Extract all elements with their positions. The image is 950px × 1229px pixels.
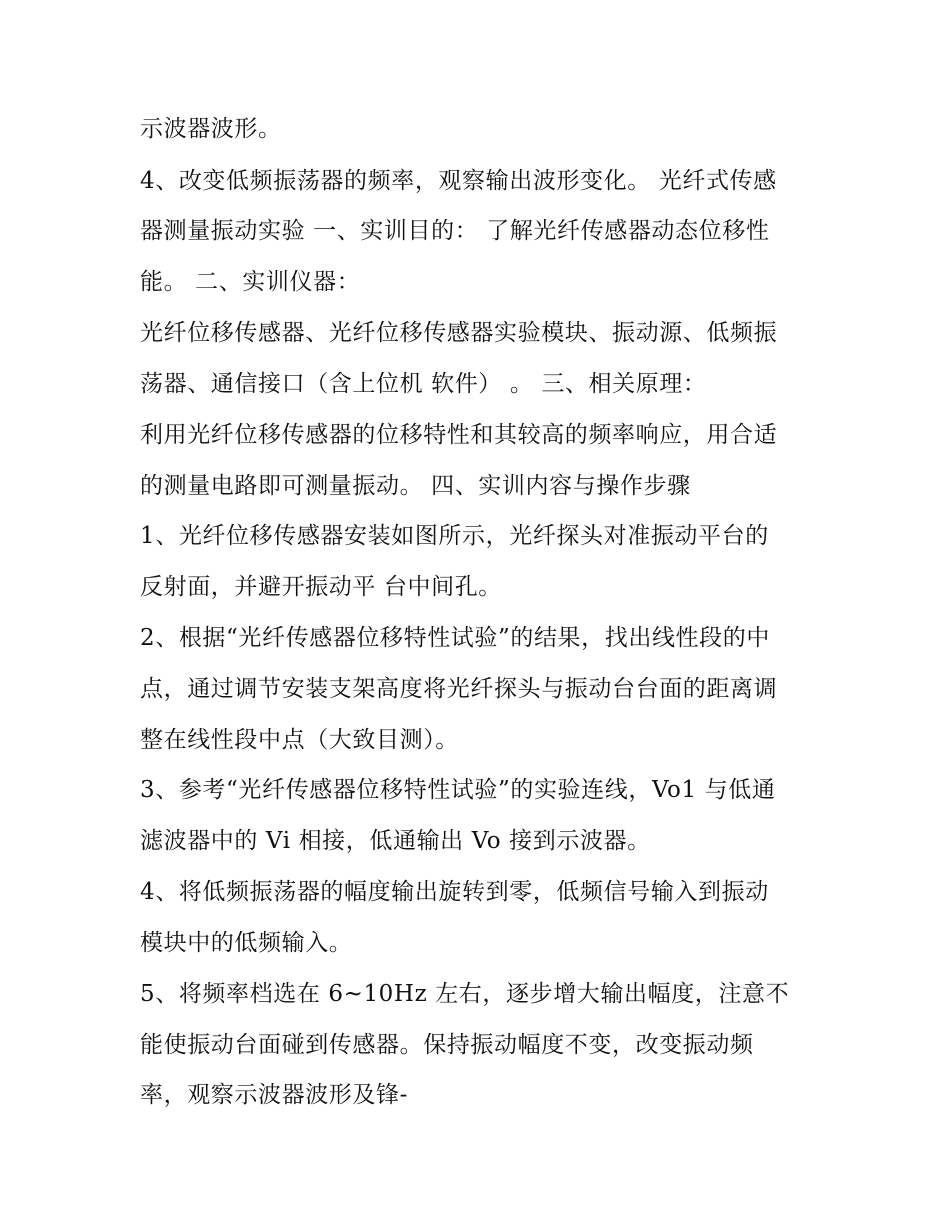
text-line: 模块中的低频输入。 xyxy=(140,930,353,956)
text-line: 的测量电路即可测量振动。 四、实训内容与操作步骤 xyxy=(140,473,691,499)
text-line: 4、将低频振荡器的幅度输出旋转到零，低频信号输入到振动 xyxy=(140,879,769,905)
text-line: 3、参考“光纤传感器位移特性试验”的实验连线，Vo1 与低通 xyxy=(140,777,776,803)
text-line: 1、光纤位移传感器安装如图所示，光纤探头对准振动平台的 xyxy=(140,523,769,549)
text-line: 点，通过调节安装支架高度将光纤探头与振动台台面的距离调 xyxy=(140,676,778,702)
text-line: 光纤位移传感器、光纤位移传感器实验模块、振动源、低频振 xyxy=(140,320,778,346)
text-line: 器测量振动实验 一、实训目的： 了解光纤传感器动态位移性 xyxy=(140,218,770,244)
text-line: 能使振动台面碰到传感器。保持振动幅度不变，改变振动频 xyxy=(140,1032,754,1058)
text-line: 4、改变低频振荡器的频率，观察输出波形变化。 光纤式传感 xyxy=(140,168,777,194)
text-line: 整在线性段中点（大致目测）。 xyxy=(140,727,459,753)
text-line: 2、根据“光纤传感器位移特性试验”的结果，找出线性段的中 xyxy=(140,625,770,651)
text-line: 荡器、通信接口（含上位机 软件） 。 三、相关原理： xyxy=(140,371,707,397)
text-line: 滤波器中的 Vi 相接，低通输出 Vo 接到示波器。 xyxy=(140,828,651,854)
text-line: 示波器波形。 xyxy=(140,116,282,142)
text-line: 5、将频率档选在 6~10Hz 左右，逐步增大输出幅度，注意不 xyxy=(140,981,790,1007)
text-line: 利用光纤位移传感器的位移特性和其较高的频率响应，用合适 xyxy=(140,422,778,448)
text-line: 反射面，并避开振动平 台中间孔。 xyxy=(140,574,502,600)
text-line: 率，观察示波器波形及锋- xyxy=(140,1082,408,1108)
text-line: 能。 二、实训仪器： xyxy=(140,269,361,295)
